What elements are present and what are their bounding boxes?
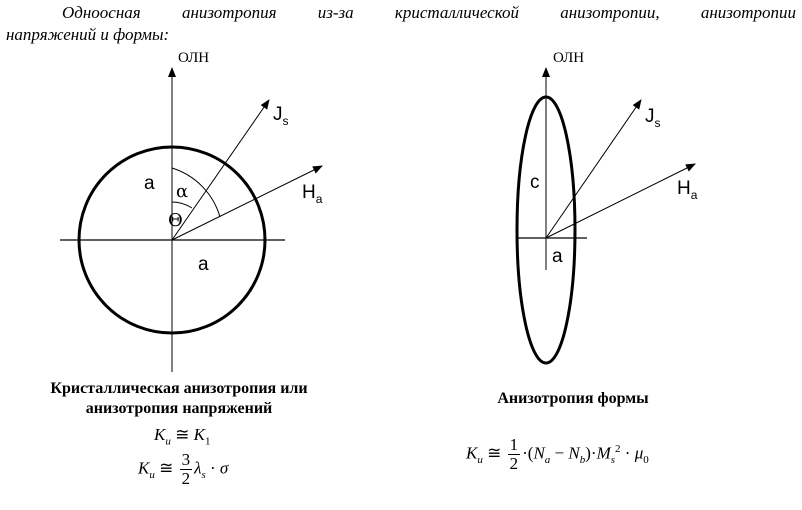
formula-ku-magnetostriction: $K_u$ ≅ $\frac{3}{2}$ $\lambda_s \cdot \sigma$ xyxy=(138,450,229,488)
left-caption-line-1: Кристаллическая анизотропия или xyxy=(50,380,308,397)
js-label: $J_s$ xyxy=(273,104,289,128)
right-caption: Анизотропия формы xyxy=(497,390,649,407)
ha-vector xyxy=(172,166,322,240)
formula-ku-k1: $K_u$ ≅ $K_1$ xyxy=(154,425,211,448)
easy-axis-label-right: ОЛН xyxy=(553,50,585,66)
fraction-three-halves: $\frac{3}{2}$ xyxy=(181,450,191,488)
left-caption-line-2: анизотропия напряжений xyxy=(85,400,273,417)
radius-a-lower: a xyxy=(198,254,209,275)
radius-a-upper: a xyxy=(144,173,155,194)
theta-arc xyxy=(172,202,192,208)
easy-axis-label: ОЛН xyxy=(178,50,210,66)
right-diagram xyxy=(517,50,698,363)
intro-line-1: Одноосная анизотропия из-за кристаллической анизотропии, анизотропии xyxy=(62,3,796,22)
js-vector xyxy=(172,100,269,240)
left-diagram xyxy=(60,50,323,372)
left-caption xyxy=(24,379,334,419)
formula-ku-shape: $K_u$ ≅ $\frac{1}{2}$ $\cdot(N_a - N_b)\cdot M_s^2 \cdot \mu_0$ xyxy=(466,435,649,473)
js-label-right: $J_s$ xyxy=(645,106,661,130)
ha-label: $H_a$ xyxy=(302,182,323,206)
js-vector-right xyxy=(546,100,641,238)
theta-label: Θ xyxy=(168,210,183,231)
ha-label-right: $H_a$ xyxy=(677,178,698,202)
alpha-label: α xyxy=(176,181,189,202)
fraction-one-half: $\frac{1}{2}$ xyxy=(509,435,519,473)
semi-axis-c: c xyxy=(530,172,540,193)
ha-vector-right xyxy=(546,164,695,238)
intro-line-2: напряжений и формы: xyxy=(6,25,170,44)
semi-axis-a: a xyxy=(552,246,563,267)
